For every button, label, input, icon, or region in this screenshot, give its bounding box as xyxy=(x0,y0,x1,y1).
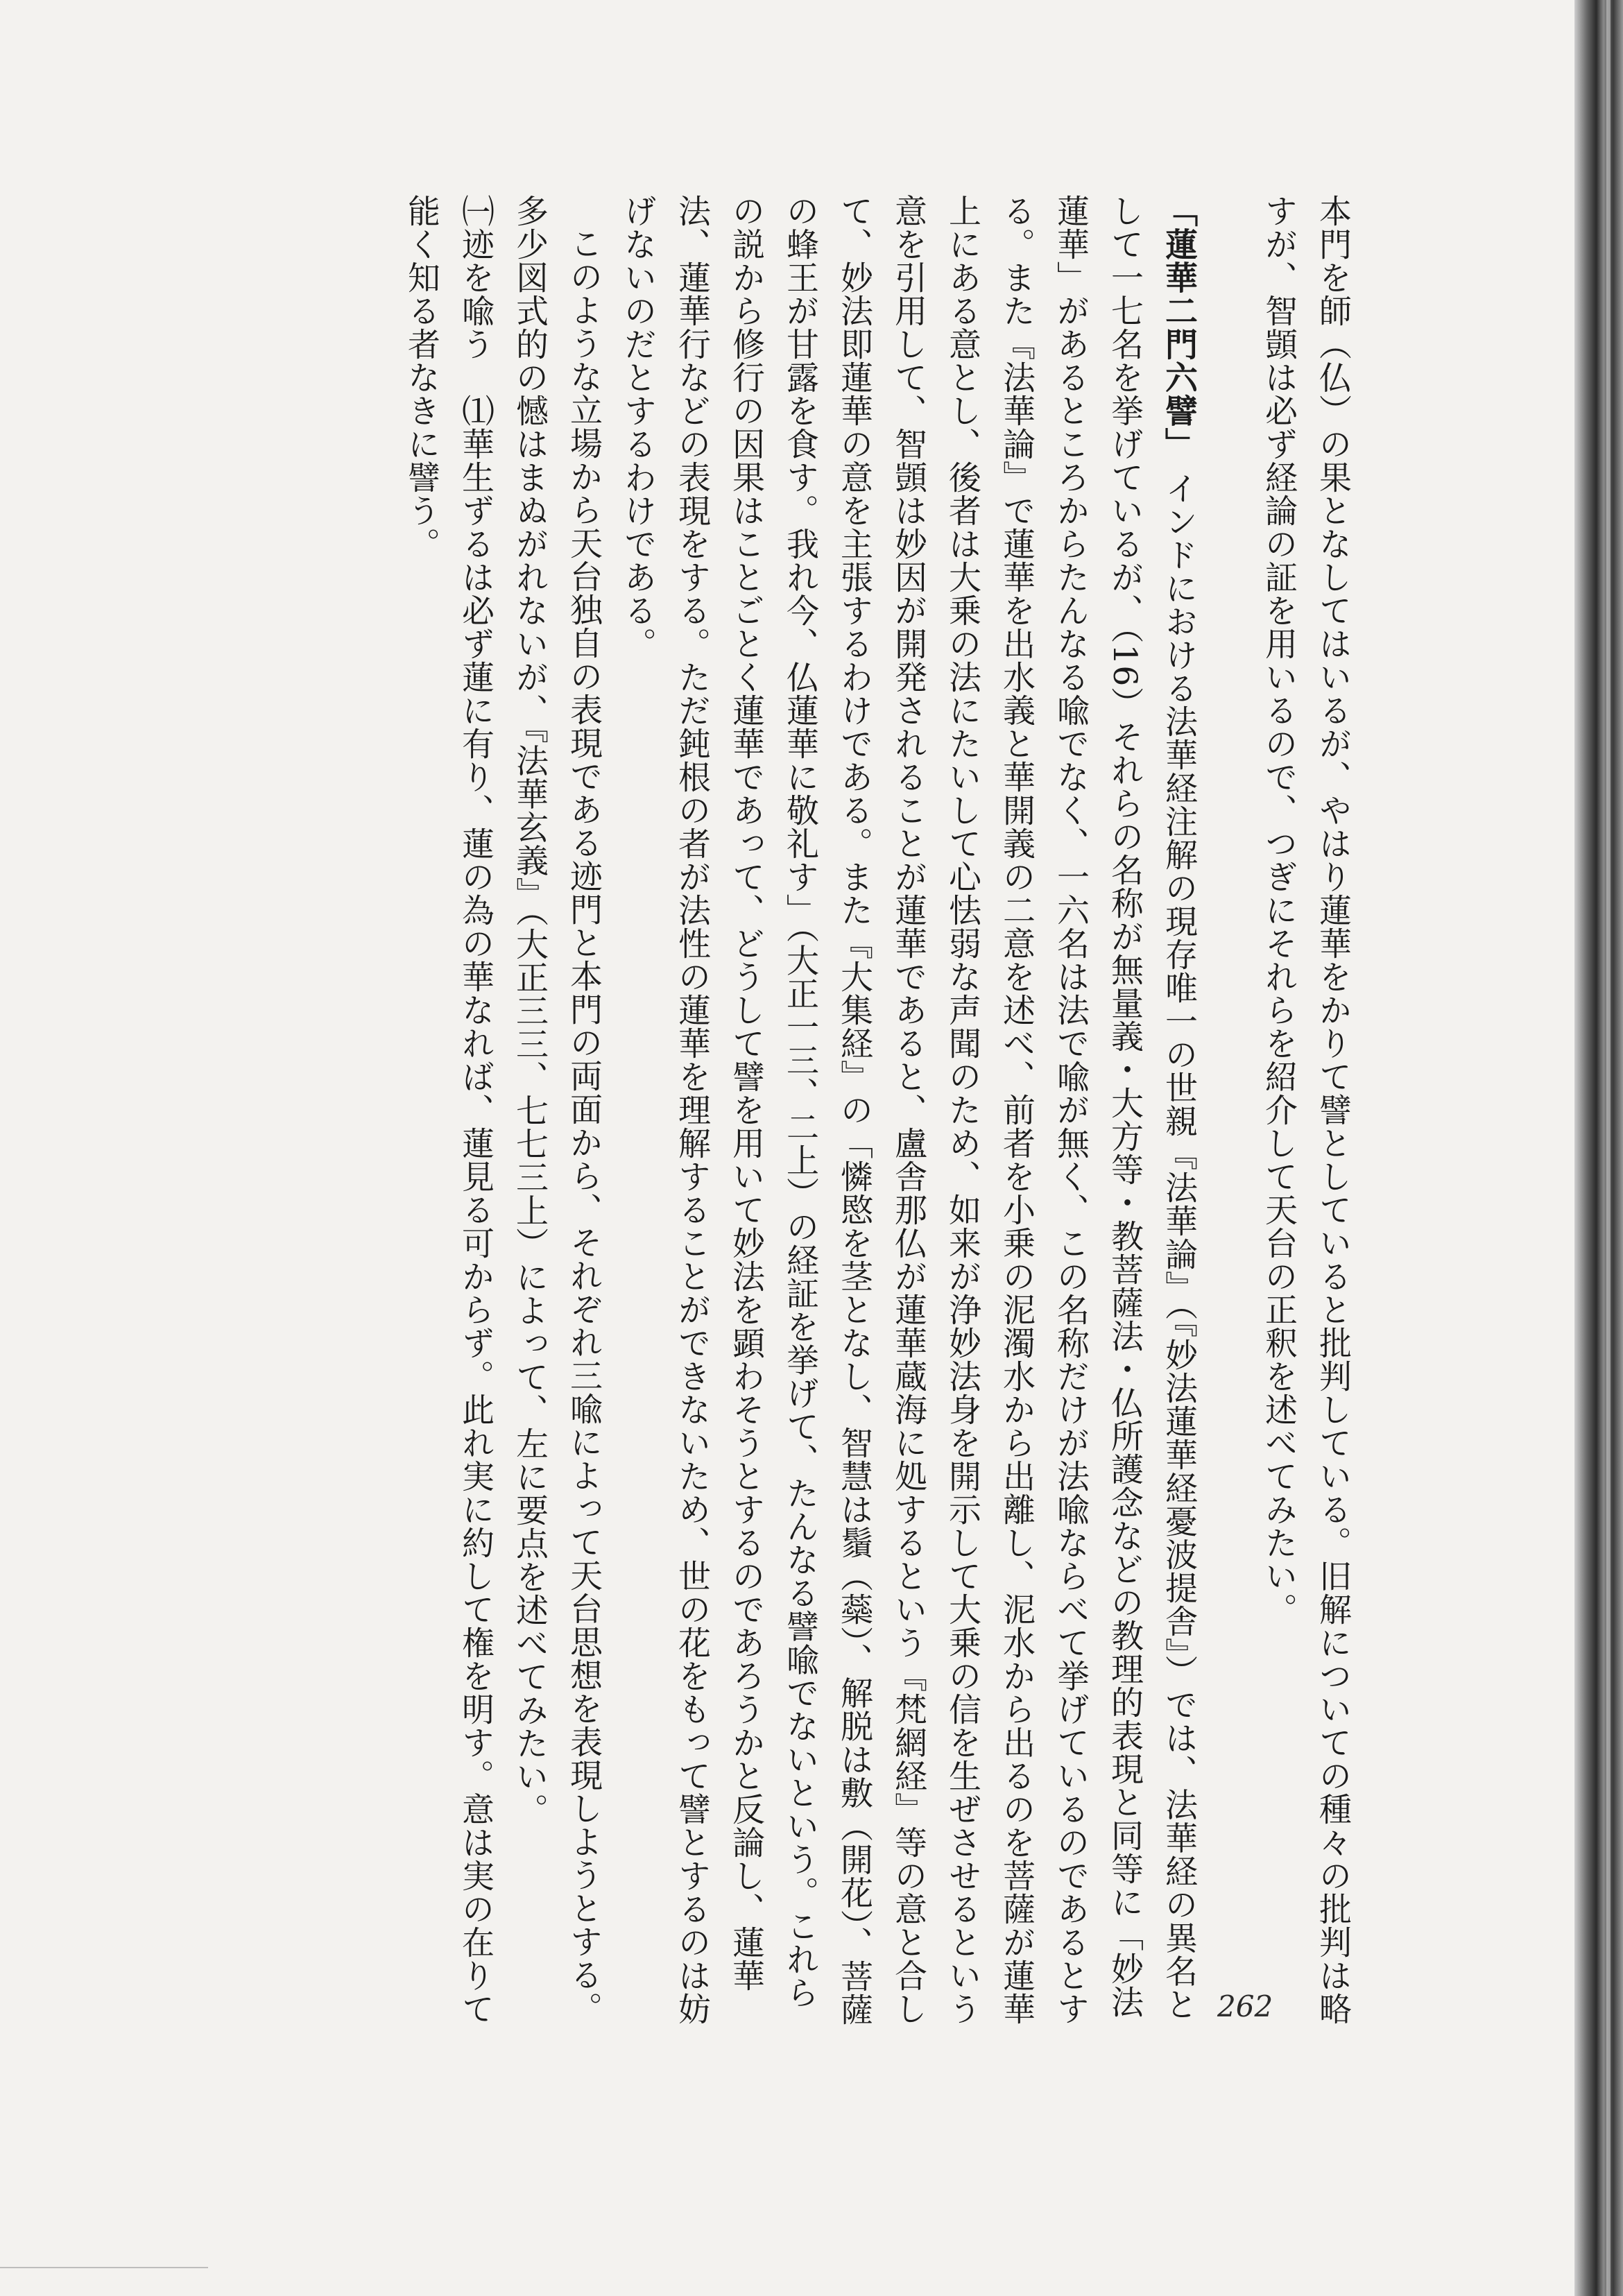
paragraph-2-text: インドにおける法華経注解の現存唯一の世親『法華論』（『妙法蓮華経憂波提舎』）では、法華経の異名として一七名を挙げているが、（16）それらの名称が無量義・大方等・教菩薩法・仏所護念などの教理的表現と同等に「妙法蓮華」があるところからたんなる喩でなく、一六名は法で喩が無く、この名称だけが法喩ならべて挙げているのであるとする。また『法華論』で蓮華を出水義と華開義の二意を述べ、前者を小乗の泥濁水から出離し、泥水から出るのを菩薩が蓮華上にある意とし、後者は大乗の法にたいして心怯弱な声聞のため、如来が浄妙法身を開示して大乗の信を生ぜさせるという意を引用して、智顗は妙因が開発されることが蓮華であると、盧舎那仏が蓮華蔵海に処するという『梵網経』等の意と合して、妙法即蓮華の意を主張するわけである。また『大集経』の「憐愍を茎となし、智慧は鬚（蘂）、解脱は敷（開花）、菩薩の蜂王が甘露を食す。我れ今、仏蓮華に敬礼す」（大正一三、二上）の経証を挙げて、たんなる譬喩でないという。これらの説から修行の因果はことごとく蓮華であって、どうして譬を用いて妙法を顕わそうとするのであろうかと反論し、蓮華法、蓮華行などの表現をする。ただ鈍根の者が法性の蓮華を理解することができないため、世の花をもって譬とするのは妨げないのだとするわけである。 xyxy=(619,194,1198,2026)
paragraph-2 xyxy=(610,194,1205,2039)
paragraph-4 xyxy=(394,194,502,2039)
section-heading: 「蓮華二門六譬」 xyxy=(1160,194,1198,461)
page-edge-highlight xyxy=(1606,0,1611,2296)
body-text xyxy=(55,194,1359,2039)
page-number: 262 xyxy=(1217,1989,1273,2023)
paragraph-1-text: 本門を師（仏）の果となしてはいるが、やはり蓮華をかりて譬としていると批判している。旧解についての種々の批判は略すが、智顗は必ず経論の証を用いるので、つぎにそれらを紹介して天台の正釈を述べてみたい。 xyxy=(1260,194,1352,2025)
paragraph-3 xyxy=(502,194,610,2039)
page-edge-shadow xyxy=(1574,0,1623,2296)
paragraph-1 xyxy=(1251,194,1359,2039)
paragraph-4-text: ㈠迹を喩う ⑴華生ずるは必ず蓮に有り、蓮の為の華なれば、蓮見る可からず。此れ実に約して権を明す。意は実の在りて能く知る者なきに譬う。 xyxy=(402,194,495,2025)
paragraph-3-text: このような立場から天台独自の表現である迹門と本門の両面から、それぞれ三喩によって天台思想を表現しようとする。多少図式的の憾はまぬがれないが、『法華玄義』（大正三三、七七三上）によって、左に要点を述べてみたい。 xyxy=(510,194,603,2025)
bottom-scan-line xyxy=(0,2267,208,2268)
